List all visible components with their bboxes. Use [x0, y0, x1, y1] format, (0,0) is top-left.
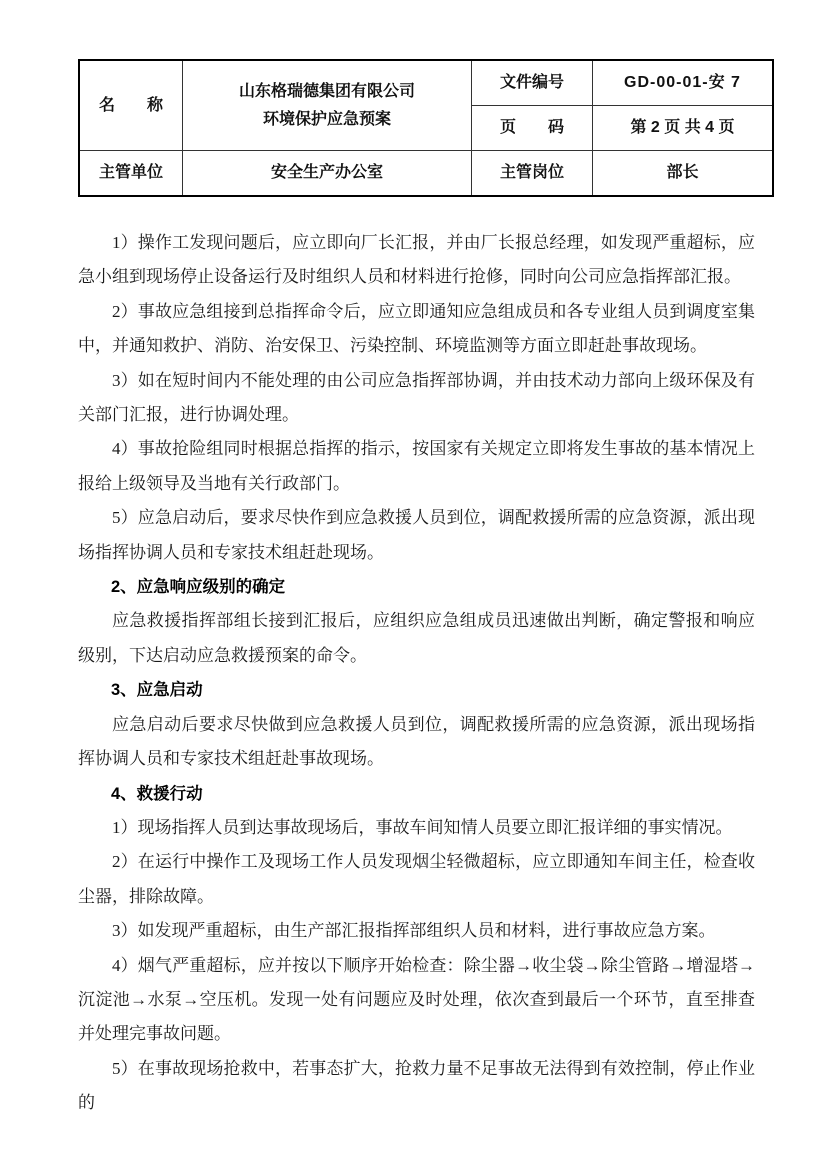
paragraph: 应急救援指挥部组长接到汇报后，应组织应急组成员迅速做出判断，确定警报和响应级别，下达启动应急救援预案的命令。 — [78, 611, 755, 665]
unit-label-cell: 主管单位 — [79, 151, 183, 197]
paragraph: 2）在运行中操作工及现场工作人员发现烟尘轻微超标，应立即通知车间主任，检查收尘器，排除故障。 — [78, 852, 755, 906]
plan-title-line: 环境保护应急预案 — [262, 110, 391, 128]
table-row — [79, 151, 773, 197]
post-label-cell: 主管岗位 — [472, 151, 593, 197]
unit-value-cell: 安全生产办公室 — [183, 151, 472, 197]
table-row — [79, 60, 773, 106]
paragraph: 1）现场指挥人员到达事故现场后，事故车间知情人员要立即汇报详细的事实情况。 — [112, 817, 733, 837]
company-name-line: 山东格瑞德集团有限公司 — [238, 83, 415, 101]
section-heading-rescue-action: 4、救援行动 — [111, 784, 203, 803]
paragraph: 3）如发现严重超标，由生产部汇报指挥部组织人员和材料，进行事故应急方案。 — [112, 921, 716, 941]
paragraph: 4）烟气严重超标，应并按以下顺序开始检查：除尘器→收尘袋→除尘管路→增湿塔→沉淀池→水泵→空压机。发现一处有问题应及时处理，依次查到最后一个环节，直至排查并处理完事故问题。 — [78, 955, 755, 1044]
name-value-cell — [183, 60, 472, 151]
document-body — [78, 226, 755, 1121]
paragraph: 5）在事故现场抢救中，若事态扩大，抢救力量不足事故无法得到有效控制，停止作业的 — [78, 1058, 755, 1113]
doc-number-value-cell: GD-00-01-安 7 — [593, 60, 774, 106]
post-value-cell: 部长 — [593, 151, 774, 197]
section-heading-emergency-start: 3、应急启动 — [111, 681, 203, 700]
section-heading-response-level: 2、应急响应级别的确定 — [111, 578, 286, 597]
paragraph: 3）如在短时间内不能处理的由公司应急指挥部协调，并由技术动力部向上级环保及有关部门汇报，进行协调处理。 — [78, 370, 755, 425]
paragraph: 应急启动后要求尽快做到应急救援人员到位，调配救援所需的应急资源，派出现场指挥协调人员和专家技术组赶赴事故现场。 — [78, 714, 755, 769]
paragraph: 4）事故抢险组同时根据总指挥的指示，按国家有关规定立即将发生事故的基本情况上报给上级领导及当地有关行政部门。 — [78, 439, 755, 493]
doc-number-label-cell: 文件编号 — [472, 60, 593, 106]
document-header-table — [78, 59, 774, 197]
paragraph: 1）操作工发现问题后，应立即向厂长汇报，并由厂长报总经理，如发现严重超标，应急小组到现场停止设备运行及时组织人员和材料进行抢修，同时向公司应急指挥部汇报。 — [78, 233, 755, 287]
paragraph: 5）应急启动后，要求尽快作到应急救援人员到位，调配救援所需的应急资源，派出现场指挥协调人员和专家技术组赶赴现场。 — [78, 508, 755, 562]
name-label-cell: 名 称 — [79, 60, 183, 151]
page-number-label-cell: 页 码 — [472, 106, 593, 151]
paragraph: 2）事故应急组接到总指挥命令后，应立即通知应急组成员和各专业组人员到调度室集中，并通知救护、消防、治安保卫、污染控制、环境监测等方面立即赶赴事故现场。 — [78, 301, 755, 356]
page-number-value-cell: 第 2 页 共 4 页 — [593, 106, 774, 151]
